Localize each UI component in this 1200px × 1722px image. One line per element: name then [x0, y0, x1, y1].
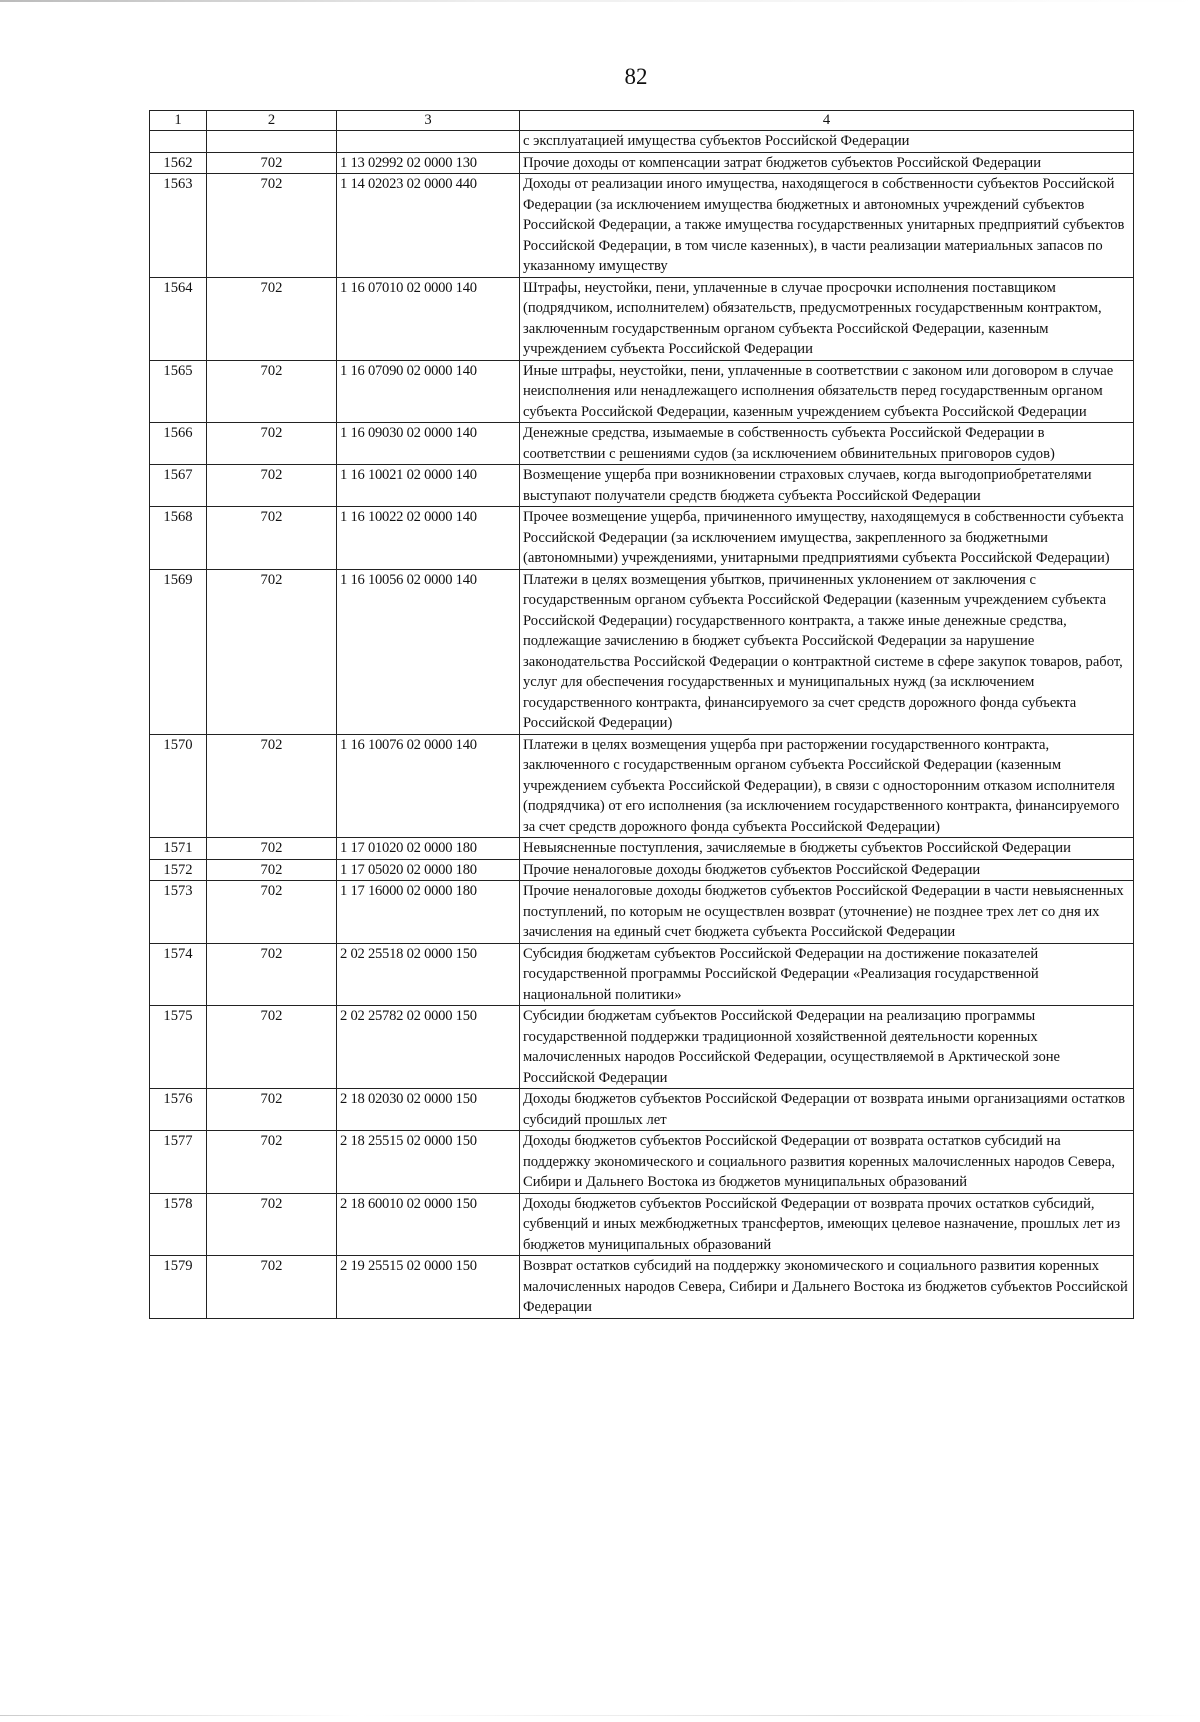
table-row	[150, 1193, 1134, 1256]
table-row	[150, 507, 1134, 570]
scan-edge-bottom	[0, 1715, 1200, 1716]
row-number: 1567	[150, 465, 207, 507]
revenue-description: Денежные средства, изымаемые в собственность субъекта Российской Федерации в соответствии с решениями судов (за исключением обвинительных приговоров судов)	[520, 423, 1134, 465]
table-header-row	[150, 111, 1134, 131]
table-row	[150, 1256, 1134, 1319]
admin-code: 702	[207, 277, 337, 360]
budget-classification-code: 1 16 10021 02 0000 140	[337, 465, 520, 507]
row-number: 1577	[150, 1131, 207, 1194]
row-number: 1568	[150, 507, 207, 570]
budget-revenue-table	[149, 110, 1134, 1319]
continuation-cell-empty	[150, 131, 207, 153]
admin-code: 702	[207, 1193, 337, 1256]
admin-code: 702	[207, 859, 337, 881]
admin-code: 702	[207, 569, 337, 734]
revenue-description: Платежи в целях возмещения убытков, причиненных уклонением от заключения с государственным органом субъекта Российской Федерации (казенным учреждением субъекта Российской Федерации) государственного контракта, а также иные денежные средства, подлежащие зачислению в бюджет субъекта Российской Федерации за нарушение законодательства Российской Федерации о контрактной системе в сфере закупок товаров, работ, услуг для обеспечения государственных и муниципальных нужд (за исключением государственного контракта, финансируемого за счет средств дорожного фонда субъекта Российской Федерации)	[520, 569, 1134, 734]
admin-code: 702	[207, 465, 337, 507]
revenue-description: Прочие неналоговые доходы бюджетов субъектов Российской Федерации в части невыясненных поступлений, по которым не осуществлен возврат (уточнение) не позднее трех лет со дня их зачисления на единый счет бюджета субъекта Российской Федерации	[520, 881, 1134, 944]
budget-classification-code: 1 16 09030 02 0000 140	[337, 423, 520, 465]
revenue-description: Доходы бюджетов субъектов Российской Федерации от возврата иными организациями остатков субсидий прошлых лет	[520, 1089, 1134, 1131]
budget-classification-code: 2 18 02030 02 0000 150	[337, 1089, 520, 1131]
revenue-description: Платежи в целях возмещения ущерба при расторжении государственного контракта, заключенного с государственным органом субъекта Российской Федерации (казенным учреждением субъекта Российской Федерации), в связи с односторонним отказом исполнителя (подрядчика) от его исполнения (за исключением государственного контракта, финансируемого за счет средств дорожного фонда субъекта Российской Федерации)	[520, 734, 1134, 838]
continuation-row	[150, 131, 1134, 153]
revenue-description: Доходы бюджетов субъектов Российской Федерации от возврата прочих остатков субсидий, субвенций и иных межбюджетных трансфертов, имеющих целевое назначение, прошлых лет из бюджетов муниципальных образований	[520, 1193, 1134, 1256]
table-row	[150, 152, 1134, 174]
admin-code: 702	[207, 507, 337, 570]
admin-code: 702	[207, 838, 337, 860]
page-number: 82	[624, 64, 648, 89]
revenue-description: Невыясненные поступления, зачисляемые в бюджеты субъектов Российской Федерации	[520, 838, 1134, 860]
admin-code: 702	[207, 881, 337, 944]
admin-code: 702	[207, 1256, 337, 1319]
table-row	[150, 734, 1134, 838]
column-header-2: 2	[207, 111, 337, 131]
table-row	[150, 1089, 1134, 1131]
admin-code: 702	[207, 734, 337, 838]
row-number: 1564	[150, 277, 207, 360]
budget-classification-code: 2 18 60010 02 0000 150	[337, 1193, 520, 1256]
row-number: 1573	[150, 881, 207, 944]
revenue-description: Возмещение ущерба при возникновении страховых случаев, когда выгодоприобретателями выступают получатели средств бюджета субъекта Российской Федерации	[520, 465, 1134, 507]
row-number: 1576	[150, 1089, 207, 1131]
revenue-description: Доходы от реализации иного имущества, находящегося в собственности субъектов Российской Федерации (за исключением имущества бюджетных и автономных учреждений субъектов Российской Федерации, а также имущества государственных унитарных предприятий субъектов Российской Федерации, в том числе казенных), в части реализации материальных запасов по указанному имуществу	[520, 174, 1134, 278]
budget-classification-code: 1 16 07010 02 0000 140	[337, 277, 520, 360]
budget-classification-code: 2 18 25515 02 0000 150	[337, 1131, 520, 1194]
table-row	[150, 360, 1134, 423]
row-number: 1569	[150, 569, 207, 734]
revenue-description: Иные штрафы, неустойки, пени, уплаченные в соответствии с законом или договором в случае неисполнения или ненадлежащего исполнения обязательств перед государственным органом субъекта Российской Федерации, казенным учреждением субъекта Российской Федерации	[520, 360, 1134, 423]
budget-classification-code: 1 17 16000 02 0000 180	[337, 881, 520, 944]
row-number: 1563	[150, 174, 207, 278]
continuation-text: с эксплуатацией имущества субъектов Российской Федерации	[520, 131, 1134, 153]
budget-classification-code: 1 14 02023 02 0000 440	[337, 174, 520, 278]
revenue-description: Возврат остатков субсидий на поддержку экономического и социального развития коренных малочисленных народов Севера, Сибири и Дальнего Востока из бюджетов субъектов Российской Федерации	[520, 1256, 1134, 1319]
table-row	[150, 1131, 1134, 1194]
revenue-description: Доходы бюджетов субъектов Российской Федерации от возврата остатков субсидий на поддержку экономического и социального развития коренных малочисленных народов Севера, Сибири и Дальнего Востока из бюджетов муниципальных образований	[520, 1131, 1134, 1194]
row-number: 1566	[150, 423, 207, 465]
row-number: 1562	[150, 152, 207, 174]
revenue-description: Прочие неналоговые доходы бюджетов субъектов Российской Федерации	[520, 859, 1134, 881]
admin-code: 702	[207, 152, 337, 174]
table-row	[150, 859, 1134, 881]
budget-classification-code: 2 02 25782 02 0000 150	[337, 1006, 520, 1089]
budget-classification-code: 2 19 25515 02 0000 150	[337, 1256, 520, 1319]
budget-classification-code: 1 17 05020 02 0000 180	[337, 859, 520, 881]
table-row	[150, 1006, 1134, 1089]
budget-classification-code: 1 13 02992 02 0000 130	[337, 152, 520, 174]
column-header-4: 4	[520, 111, 1134, 131]
continuation-cell-empty	[337, 131, 520, 153]
continuation-cell-empty	[207, 131, 337, 153]
row-number: 1575	[150, 1006, 207, 1089]
row-number: 1572	[150, 859, 207, 881]
revenue-description: Прочие доходы от компенсации затрат бюджетов субъектов Российской Федерации	[520, 152, 1134, 174]
table-row	[150, 569, 1134, 734]
table-row	[150, 881, 1134, 944]
admin-code: 702	[207, 1089, 337, 1131]
admin-code: 702	[207, 1131, 337, 1194]
admin-code: 702	[207, 360, 337, 423]
table-row	[150, 423, 1134, 465]
table-body	[150, 131, 1134, 1319]
column-header-3: 3	[337, 111, 520, 131]
scan-edge-top	[0, 0, 1200, 2]
table-row	[150, 174, 1134, 278]
admin-code: 702	[207, 174, 337, 278]
admin-code: 702	[207, 423, 337, 465]
table-row	[150, 277, 1134, 360]
budget-classification-code: 2 02 25518 02 0000 150	[337, 943, 520, 1006]
admin-code: 702	[207, 943, 337, 1006]
revenue-description: Прочее возмещение ущерба, причиненного имуществу, находящемуся в собственности субъекта Российской Федерации (за исключением имущества, закрепленного за бюджетными (автономными) учреждениями, унитарными предприятиями субъекта Российской Федерации)	[520, 507, 1134, 570]
table-row	[150, 943, 1134, 1006]
row-number: 1578	[150, 1193, 207, 1256]
budget-classification-code: 1 16 10056 02 0000 140	[337, 569, 520, 734]
row-number: 1571	[150, 838, 207, 860]
row-number: 1574	[150, 943, 207, 1006]
column-header-1: 1	[150, 111, 207, 131]
revenue-description: Штрафы, неустойки, пени, уплаченные в случае просрочки исполнения поставщиком (подрядчиком, исполнителем) обязательств, предусмотренных государственным контрактом, заключенным государственным органом субъекта Российской Федерации, казенным учреждением субъекта Российской Федерации	[520, 277, 1134, 360]
revenue-description: Субсидии бюджетам субъектов Российской Федерации на реализацию программы государственной поддержки традиционной хозяйственной деятельности коренных малочисленных народов Российской Федерации, осуществляемой в Арктической зоне Российской Федерации	[520, 1006, 1134, 1089]
row-number: 1565	[150, 360, 207, 423]
budget-classification-code: 1 16 10022 02 0000 140	[337, 507, 520, 570]
budget-classification-code: 1 17 01020 02 0000 180	[337, 838, 520, 860]
row-number: 1570	[150, 734, 207, 838]
table-row	[150, 838, 1134, 860]
budget-classification-code: 1 16 10076 02 0000 140	[337, 734, 520, 838]
table-row	[150, 465, 1134, 507]
admin-code: 702	[207, 1006, 337, 1089]
budget-classification-code: 1 16 07090 02 0000 140	[337, 360, 520, 423]
revenue-description: Субсидия бюджетам субъектов Российской Федерации на достижение показателей государственной программы Российской Федерации «Реализация государственной национальной политики»	[520, 943, 1134, 1006]
row-number: 1579	[150, 1256, 207, 1319]
